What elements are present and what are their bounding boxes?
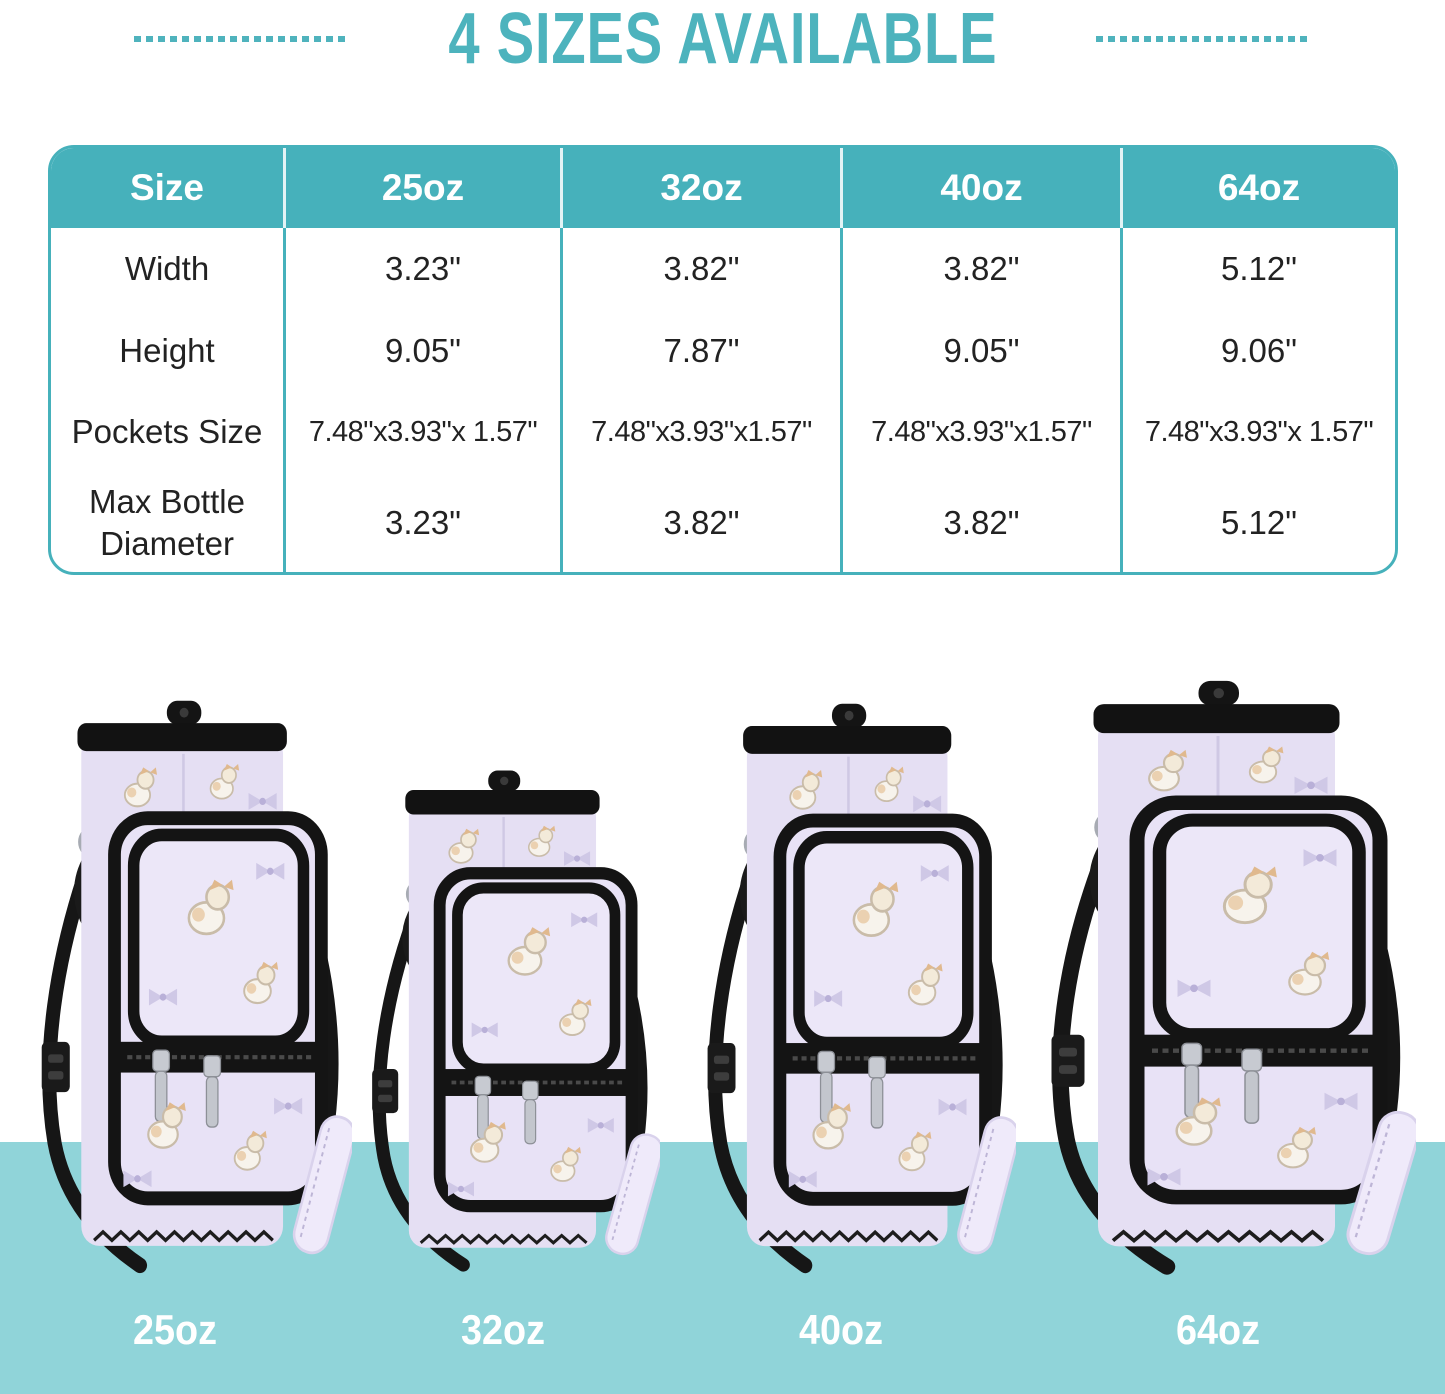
table-cell: 7.48"x3.93"x 1.57" <box>1120 391 1395 473</box>
column-header-25oz: 25oz <box>283 148 560 228</box>
size-label-32oz: 32oz <box>460 1306 546 1353</box>
row-label-pockets-size: Pockets Size <box>71 413 263 451</box>
table-cell: 5.12" <box>1120 228 1395 310</box>
table-cell: 3.82" <box>560 228 840 310</box>
table-cell: 3.23" <box>283 228 560 310</box>
table-cell: 3.82" <box>560 473 840 572</box>
table-cell: 3.82" <box>840 228 1120 310</box>
page-title: 4 SIZES AVAILABLE <box>448 0 997 79</box>
product-photo-40oz <box>686 701 1016 1285</box>
product-photo-64oz <box>1026 678 1416 1287</box>
column-header-32oz: 32oz <box>560 148 840 228</box>
size-label-64oz: 64oz <box>1175 1306 1261 1353</box>
title-row <box>0 0 1445 78</box>
table-cell: 9.05" <box>840 310 1120 391</box>
row-label-height: Height <box>119 331 215 369</box>
table-cell: 9.06" <box>1120 310 1395 391</box>
table-cell: 3.82" <box>840 473 1120 572</box>
product-photo-25oz <box>20 698 352 1285</box>
column-header-40oz: 40oz <box>840 148 1120 228</box>
table-cell: 7.48"x3.93"x1.57" <box>840 391 1120 473</box>
column-header-size: Size <box>51 148 283 228</box>
table-cell: 7.48"x3.93"x1.57" <box>560 391 840 473</box>
size-label-25oz: 25oz <box>132 1306 218 1353</box>
table-cell: 5.12" <box>1120 473 1395 572</box>
table-cell: 3.23" <box>283 473 560 572</box>
size-label-40oz: 40oz <box>798 1306 884 1353</box>
product-photo-32oz <box>352 768 660 1282</box>
table-cell: 9.05" <box>283 310 560 391</box>
table-cell: 7.87" <box>560 310 840 391</box>
column-header-64oz: 64oz <box>1120 148 1395 228</box>
right-dash-line <box>1096 36 1311 42</box>
table-cell: 7.48"x3.93"x 1.57" <box>283 391 560 473</box>
row-label-max-bottle-diameter: Max Bottle Diameter <box>89 483 245 562</box>
size-chart-table <box>48 145 1398 575</box>
left-dash-line <box>134 36 349 42</box>
row-label-width: Width <box>124 250 210 288</box>
